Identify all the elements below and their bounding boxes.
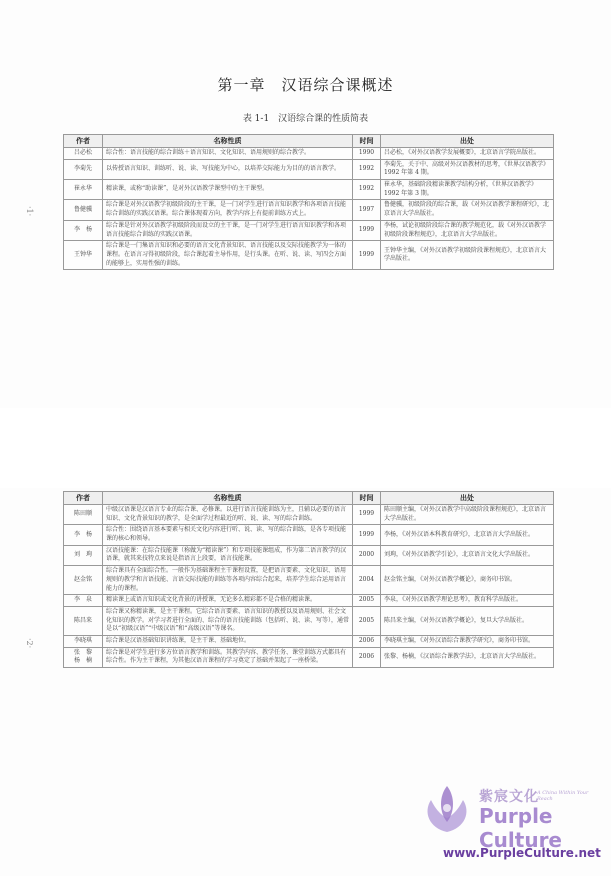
table-row <box>64 505 554 525</box>
definition-cell: 汉语技能课：在综合技能课（称做为“精读课”）和专项技能课组成，作为第二语言教学的汉语课，就其来技特点来说是指语言上段要，语言技能课。 <box>103 545 353 565</box>
table-row <box>64 566 554 595</box>
table-row <box>64 148 554 160</box>
table-row <box>64 525 554 545</box>
definition-cell: 综合课是汉语基础知识讲练课，是主干课、基础地位。 <box>103 635 353 647</box>
table-row <box>64 635 554 647</box>
header-source: 出处 <box>381 492 554 505</box>
definition-table-1 <box>63 134 554 270</box>
definition-cell: 综合性：语言技能的综合训练＋语言知识、文化知识、语用规则的综合教学。 <box>103 148 353 160</box>
table-row <box>64 159 554 179</box>
source-cell: 李晓琪主编，《对外汉语综合课教学研究》，商务印书馆。 <box>381 635 554 647</box>
page-one <box>0 0 611 408</box>
author-cell: 赵金铭 <box>64 566 103 595</box>
source-cell: 崔永华，基础阶段精读课教学结构分析，《世界汉语教学》1992 年第 3 期。 <box>381 180 554 200</box>
definition-cell: 综合性：围绕语言基本要素与相关文化内容进行听、说、读、写的综合训练，是各专项技能课的核心和领导。 <box>103 525 353 545</box>
table-row <box>64 200 554 220</box>
source-cell: 李菊先，关于中、高级对外汉语教材的思考，《世界汉语教学》1992 年第 4 期。 <box>381 159 554 179</box>
definition-cell: 综合课是针对外汉语教学初级阶段而设立的主干课，是一门对学生进行语言知识教学和各项语言技能综合训练的实践汉语课。 <box>103 220 353 240</box>
lotus-logo-icon <box>417 782 477 838</box>
watermark-chinese-name: 紫宸文化 <box>479 789 539 805</box>
header-year: 时间 <box>353 492 381 505</box>
table-row <box>64 220 554 240</box>
author-cell: 吕必松 <box>64 148 103 160</box>
purple-culture-watermark <box>415 782 603 870</box>
watermark-url: www.PurpleCulture.net <box>443 846 601 860</box>
source-cell: 李杨，试论初级阶段综合课的教学规范化，载《对外汉语教学初级阶段课程规范》，北京语言大学出版社。 <box>381 220 554 240</box>
author-cell: 崔永华 <box>64 180 103 200</box>
table-row <box>64 180 554 200</box>
author-cell: 刘 珣 <box>64 545 103 565</box>
watermark-slogan: A China Within Your Reach <box>537 790 589 802</box>
year-cell: 2006 <box>353 635 381 647</box>
page-number-side: ·2· <box>25 638 34 649</box>
year-cell: 2005 <box>353 595 381 607</box>
source-cell: 李杨，《对外汉语本科教育研究》，北京语言大学出版社。 <box>381 525 554 545</box>
year-cell: 1992 <box>353 159 381 179</box>
definition-cell: 综合课是对学生进行多方位语言教学和训练。其教学内容、教学任务、课堂训练方式都具有综合性。作为主干课程，为其他汉语言课程的学习奠定了基础并架起了一座桥梁。 <box>103 647 353 667</box>
author-cell: 李菊先 <box>64 159 103 179</box>
year-cell: 1990 <box>353 148 381 160</box>
source-cell: 李泉，《对外汉语教学理论思考》，教育科学出版社。 <box>381 595 554 607</box>
definition-cell: 中级汉语课是汉语言专业的综合课、必修课。以进行语言技能训练为主，且辅以必要的语言知识、文化背景知识的教学，是全面学过程最近的听、说、读、写的综合训练。 <box>103 505 353 525</box>
author-cell: 张 黎 杨 楠 <box>64 647 103 667</box>
header-source: 出处 <box>381 135 554 148</box>
header-definition: 名称性质 <box>103 135 353 148</box>
source-cell: 张黎、杨楠，《汉语综合课教学法》，北京语言大学出版社。 <box>381 647 554 667</box>
year-cell: 1992 <box>353 180 381 200</box>
definition-cell: 综合课又称精读课，是主干课程。它综合语言要素、语言知识的教授以及语用规则、社会文化知识的教学。对学习者进行全面的、综合的语言技能训练（包括听、说、读、写等），通常是以“初级汉语”“中级汉语”和“高级汉语”等课名。 <box>103 606 353 635</box>
definition-cell: 精读课，或称“助读课”，是对外汉语教学课型中的主干课型。 <box>103 180 353 200</box>
author-cell: 李 杨 <box>64 525 103 545</box>
table-caption: 表 1-1 汉语综合课的性质简表 <box>242 114 369 124</box>
table-row <box>64 606 554 635</box>
page-number-side: ·1· <box>25 206 34 217</box>
header-year: 时间 <box>353 135 381 148</box>
definition-cell: 以传授语言知识、训练听、说、读、写技能为中心，以培养交际能力为目的的语言教学。 <box>103 159 353 179</box>
definition-cell: 精读课上或语言知识或文化背景的讲授课，无论多么精彩都不是合格的精读课。 <box>103 595 353 607</box>
year-cell: 1999 <box>353 505 381 525</box>
definition-cell: 综合课是对外汉语教学初级阶段的主干课，是一门对学生进行语言知识教学和各项语言技能综合训练的实践汉语课。综合课体现着方向，教学内容上有提前训练方式上。 <box>103 200 353 220</box>
source-cell: 陈田顺主编，《对外汉语教学中高级阶段课程规范》，北京语言大学出版社。 <box>381 505 554 525</box>
source-cell: 王钟华主编，《对外汉语教学初级阶段课程规范》，北京语言大学出版社。 <box>381 241 554 270</box>
table-row <box>64 241 554 270</box>
year-cell: 1999 <box>353 220 381 240</box>
header-author: 作者 <box>64 135 103 148</box>
author-cell: 李 杨 <box>64 220 103 240</box>
year-cell: 2004 <box>353 566 381 595</box>
year-cell: 1999 <box>353 241 381 270</box>
definition-cell: 综合课具有全面综合性。一般作为基础课程主干课程设置，是把语言要素、文化知识、语用规则的教学和言语技能、言语交际技能的训练等各项内容综合起来，培养学生综合运用语言能力的课程。 <box>103 566 353 595</box>
author-cell: 陈昌来 <box>64 606 103 635</box>
author-cell: 陈田顺 <box>64 505 103 525</box>
year-cell: 2005 <box>353 606 381 635</box>
source-cell: 赵金铭主编，《对外汉语教学概论》，商务印书馆。 <box>381 566 554 595</box>
author-cell: 李 泉 <box>64 595 103 607</box>
source-cell: 陈昌来主编，《对外汉语教学概论》，复旦大学出版社。 <box>381 606 554 635</box>
definition-cell: 综合课是一门集语言知识和必要的语言文化背景知识、语言技能以及交际技能教学为一体的课程。在语言习得初级阶段，综合课起着主导作用，是行头课。在听、说、读、写四会方面的能够上，实用性强的训练。 <box>103 241 353 270</box>
header-author: 作者 <box>64 492 103 505</box>
year-cell: 1997 <box>353 200 381 220</box>
year-cell: 2006 <box>353 647 381 667</box>
source-cell: 刘珣，《对外汉语教学引论》，北京语言文化大学出版社。 <box>381 545 554 565</box>
chapter-title: 第一章 汉语综合课概述 <box>217 76 394 94</box>
year-cell: 1999 <box>353 525 381 545</box>
author-cell: 王钟华 <box>64 241 103 270</box>
table-row <box>64 595 554 607</box>
table-row <box>64 647 554 667</box>
definition-table-2 <box>63 491 554 668</box>
source-cell: 鲁健骥，初级阶段的综合课，载《对外汉语教学课程研究》，北京语言大学出版社。 <box>381 200 554 220</box>
author-cell: 李晓琪 <box>64 635 103 647</box>
author-cell: 鲁健骥 <box>64 200 103 220</box>
page-gap <box>0 408 611 488</box>
year-cell: 2000 <box>353 545 381 565</box>
source-cell: 吕必松，《对外汉语教学发展概要》，北京语言学院出版社。 <box>381 148 554 160</box>
table-row <box>64 545 554 565</box>
watermark-brand: Purple Culture <box>479 804 562 852</box>
header-definition: 名称性质 <box>103 492 353 505</box>
